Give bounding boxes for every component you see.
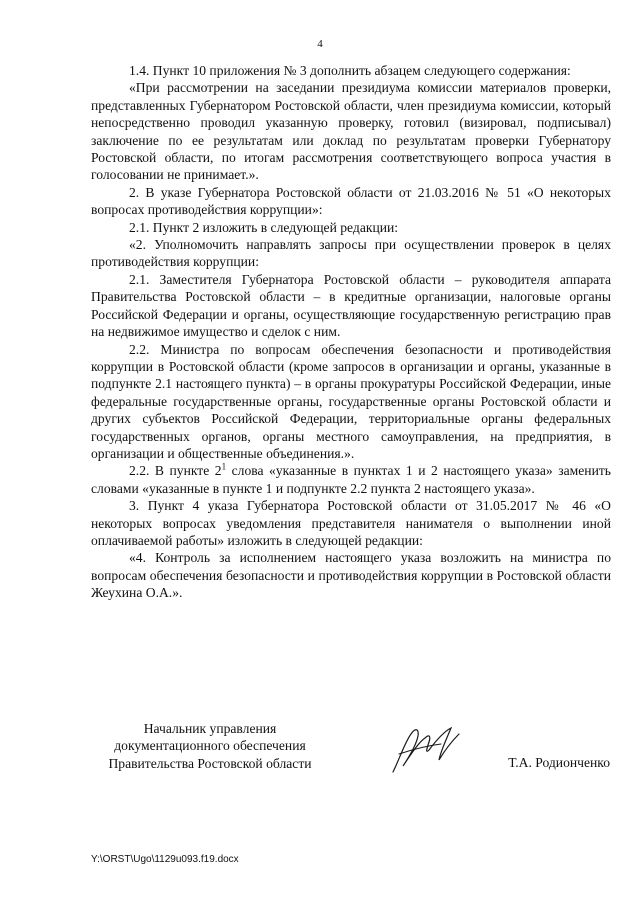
- paragraph-2-2-amendment: [91, 462, 611, 497]
- paragraph: «4. Контроль за исполнением настоящего указа возложить на министра по вопросам обеспечения безопасности и противодействия коррупции в Ростовской области Жеухина О.А.».: [91, 550, 611, 601]
- signatory-name: Т.А. Родионченко: [508, 755, 610, 770]
- position-line-2: документационного обеспечения: [114, 738, 306, 754]
- position-line-3: Правительства Ростовской области: [108, 755, 312, 771]
- signatory-position: [90, 720, 330, 772]
- para-22-after: слова «указанные в пунктах 1 и 2 настоящего указа» заменить словами «указанные в пункте 1 и подпункте 2.2 пункта 2 настоящего указа».: [91, 463, 611, 496]
- paragraph: 2. В указе Губернатора Ростовской области от 21.03.2016 № 51 «О некоторых вопросах противодействия коррупции»:: [91, 184, 611, 218]
- file-path-footer: Y:\ORST\Ugo\1129u093.f19.docx: [91, 854, 239, 865]
- paragraph: 2.1. Заместителя Губернатора Ростовской области – руководителя аппарата Правительства Ростовской области – в кредитные организации, налоговые органы Российской Федерации и органы, осуществляющие государственную регистрацию прав на недвижимое имущество и сделок с ним.: [91, 271, 611, 340]
- para-22-superscript: 1: [221, 461, 227, 472]
- signature-block: [90, 720, 610, 780]
- paragraph: 2.2. Министра по вопросам обеспечения безопасности и противодействия коррупции в Ростовской области (кроме запросов в организации и органы, указанные в подпункте 2.1 настоящего пункта) – в органы прокуратуры Российской Федерации, иные федеральные государственные органы, государственные органы Ростовской области и других субъектов Российской Федерации, территориальные органы федеральных государственных органов, органы местного самоуправления, на предприятия, в организации и общественные объединения.».: [91, 341, 611, 461]
- paragraph: 2.1. Пункт 2 изложить в следующей редакции:: [129, 219, 399, 235]
- para-22-before: 2.2. В пункте 2: [129, 463, 222, 479]
- handwritten-signature: [385, 720, 465, 780]
- paragraph: 3. Пункт 4 указа Губернатора Ростовской области от 31.05.2017 № 46 «О некоторых вопросах уведомления представителя нанимателя о выполнении иной оплачиваемой работы» изложить в следующей редакции:: [91, 498, 611, 548]
- paragraph: 1.4. Пункт 10 приложения № 3 дополнить абзацем следующего содержания:: [129, 63, 571, 78]
- paragraph: «2. Уполномочить направлять запросы при осуществлении проверок в целях противодействия коррупции:: [91, 237, 611, 270]
- document-body: [91, 62, 611, 602]
- paragraph: «При рассмотрении на заседании президиума комиссии материалов проверки, представленных Губернатором Ростовской области, член президиума комиссии, который непосредственно проводил указанную проверку, готовил (визировал, подписывал) заключение по ее результатам или доклад по результатам проверки Губернатору Ростовской области, по итогам рассмотрения соответствующего вопроса участия в голосовании не принимает.».: [91, 80, 611, 183]
- position-line-1: Начальник управления: [143, 721, 277, 736]
- page-number: 4: [317, 38, 323, 50]
